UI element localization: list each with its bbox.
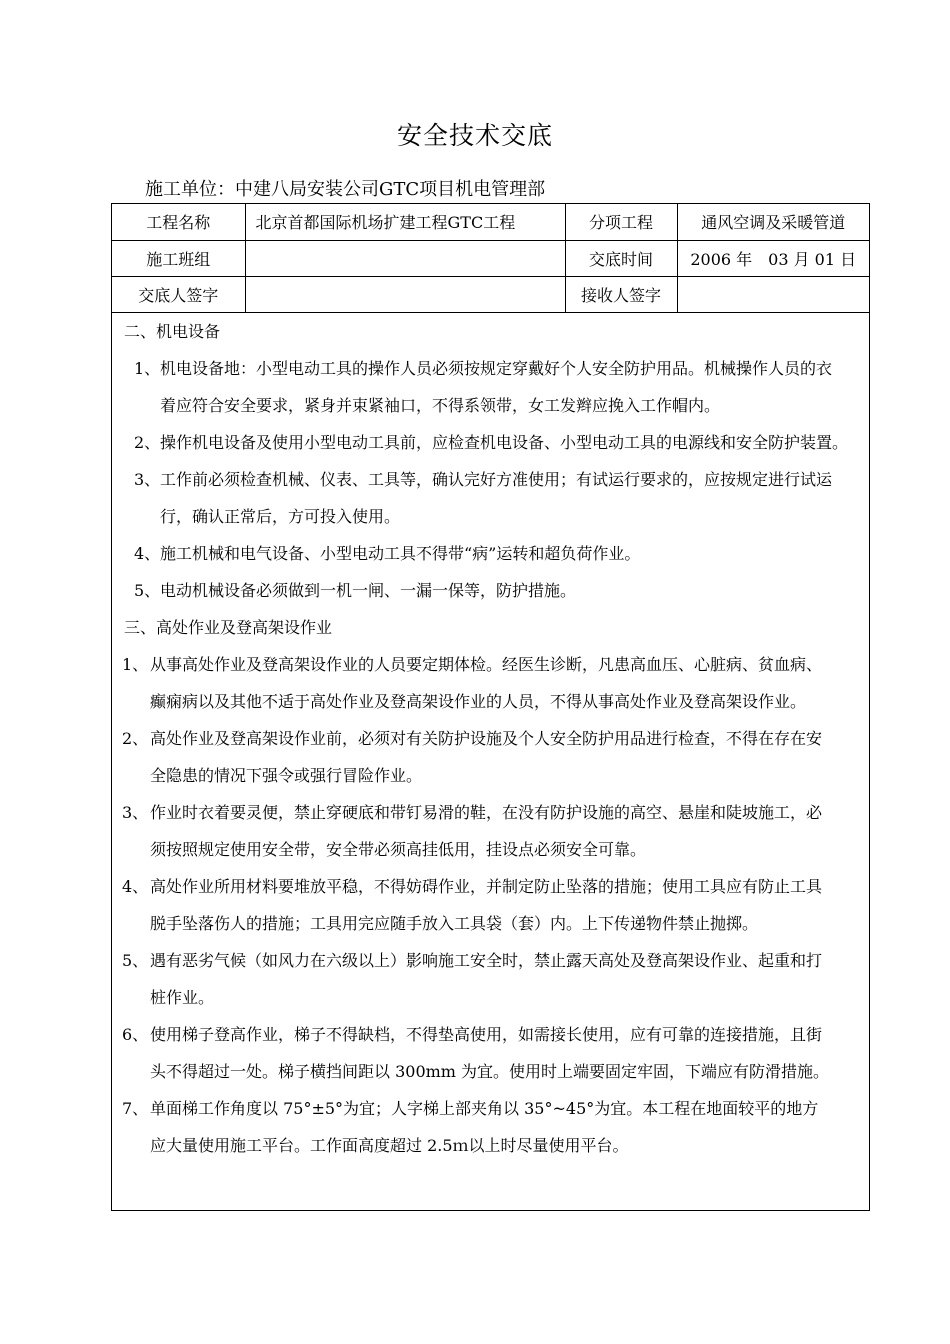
item-text-continued: 全隐患的情况下强令或强行冒险作业。 bbox=[150, 766, 423, 785]
project-name-value: 北京首都国际机场扩建工程GTC工程 bbox=[245, 204, 565, 240]
list-item bbox=[122, 646, 859, 720]
item-number: 3、 bbox=[122, 803, 149, 822]
item-text: 作业时衣着要灵便，禁止穿硬底和带钉易滑的鞋，在没有防护设施的高空、悬崖和陡坡施工，必 bbox=[150, 803, 823, 822]
list-item bbox=[122, 424, 859, 461]
item-text: 从事高处作业及登高架设作业的人员要定期体检。经医生诊断，凡患高血压、心脏病、贫血病、 bbox=[150, 655, 823, 674]
item-text-continued: 着应符合安全要求，紧身并束紧袖口，不得系领带，女工发辫应挽入工作帽内。 bbox=[160, 396, 721, 415]
sub-project-value: 通风空调及采暖管道 bbox=[677, 204, 869, 240]
list-item bbox=[122, 572, 859, 609]
list-item bbox=[122, 720, 859, 794]
item-number: 2、 bbox=[134, 433, 161, 452]
item-number: 4、 bbox=[134, 544, 161, 563]
item-number: 5、 bbox=[122, 951, 149, 970]
item-text: 高处作业及登高架设作业前，必须对有关防护设施及个人安全防护用品进行检查，不得在存在安 bbox=[150, 729, 823, 748]
item-text: 高处作业所用材料要堆放平稳，不得妨碍作业，并制定防止坠落的措施；使用工具应有防止工具 bbox=[150, 877, 823, 896]
giver-sign-label: 交底人签字 bbox=[112, 276, 245, 312]
item-text: 施工机械和电气设备、小型电动工具不得带“病”运转和超负荷作业。 bbox=[160, 544, 641, 563]
list-item bbox=[122, 1016, 859, 1090]
item-number: 4、 bbox=[122, 877, 149, 896]
item-number: 3、 bbox=[134, 470, 161, 489]
time-label: 交底时间 bbox=[565, 240, 677, 276]
team-value bbox=[245, 240, 565, 276]
section-heading: 二、机电设备 bbox=[124, 322, 221, 341]
header-row-project bbox=[112, 204, 869, 240]
disclosure-form bbox=[111, 203, 870, 1211]
item-number: 6、 bbox=[122, 1025, 149, 1044]
list-item bbox=[122, 942, 859, 1016]
item-text: 机电设备地：小型电动工具的操作人员必须按规定穿戴好个人安全防护用品。机械操作人员的衣 bbox=[160, 359, 833, 378]
item-number: 1、 bbox=[122, 655, 149, 674]
giver-sign-value bbox=[245, 276, 565, 312]
list-item bbox=[122, 868, 859, 942]
item-number: 7、 bbox=[122, 1099, 149, 1118]
disclosure-content bbox=[112, 313, 869, 1164]
item-text: 单面梯工作角度以 75°±5°为宜；人字梯上部夹角以 35°~45°为宜。本工程在地面较平的地方 bbox=[150, 1099, 819, 1118]
list-item bbox=[122, 1090, 859, 1164]
header-row-team bbox=[112, 240, 869, 276]
item-text-continued: 脱手坠落伤人的措施；工具用完应随手放入工具袋（套）内。上下传递物件禁止抛掷。 bbox=[150, 914, 759, 933]
item-text-continued: 癫痫病以及其他不适于高处作业及登高架设作业的人员，不得从事高处作业及登高架设作业。 bbox=[150, 692, 807, 711]
item-text-continued: 行，确认正常后，方可投入使用。 bbox=[160, 507, 401, 526]
item-number: 1、 bbox=[134, 359, 161, 378]
item-text-continued: 应大量使用施工平台。工作面高度超过 2.5ｍ以上时尽量使用平台。 bbox=[150, 1136, 629, 1155]
document-title: 安全技术交底 bbox=[396, 121, 553, 150]
item-text-continued: 头不得超过一处。梯子横挡间距以 300mm 为宜。使用时上端要固定牢固，下端应有防滑措施。 bbox=[150, 1062, 830, 1081]
item-text-continued: 须按照规定使用安全带，安全带必须高挂低用，挂设点必须安全可靠。 bbox=[150, 840, 647, 859]
item-text: 电动机械设备必须做到一机一闸、一漏一保等，防护措施。 bbox=[160, 581, 577, 600]
item-number: 5、 bbox=[134, 581, 161, 600]
item-text: 工作前必须检查机械、仪表、工具等，确认完好方准使用；有试运行要求的，应按规定进行试运 bbox=[160, 470, 833, 489]
team-label: 施工班组 bbox=[112, 240, 245, 276]
construction-unit-line: 施工单位：中建八局安装公司GTC项目机电管理部 bbox=[145, 179, 546, 200]
time-value: 2006 年 03 月 01 日 bbox=[677, 240, 869, 276]
item-number: 2、 bbox=[122, 729, 149, 748]
list-item bbox=[122, 461, 859, 535]
header-table bbox=[112, 204, 869, 313]
item-text: 遇有恶劣气候（如风力在六级以上）影响施工安全时，禁止露天高处及登高架设作业、起重和打 bbox=[150, 951, 823, 970]
item-text-continued: 桩作业。 bbox=[150, 988, 215, 1007]
section-heading: 三、高处作业及登高架设作业 bbox=[124, 618, 333, 637]
header-row-signatures bbox=[112, 276, 869, 312]
item-text: 操作机电设备及使用小型电动工具前，应检查机电设备、小型电动工具的电源线和安全防护装置。 bbox=[160, 433, 849, 452]
item-text: 使用梯子登高作业，梯子不得缺档，不得垫高使用，如需接长使用，应有可靠的连接措施，且街 bbox=[150, 1025, 823, 1044]
list-item bbox=[122, 535, 859, 572]
list-item bbox=[122, 794, 859, 868]
project-name-label: 工程名称 bbox=[112, 204, 245, 240]
list-item bbox=[122, 350, 859, 424]
receiver-sign-label: 接收人签字 bbox=[565, 276, 677, 312]
receiver-sign-value bbox=[677, 276, 869, 312]
sub-project-label: 分项工程 bbox=[565, 204, 677, 240]
